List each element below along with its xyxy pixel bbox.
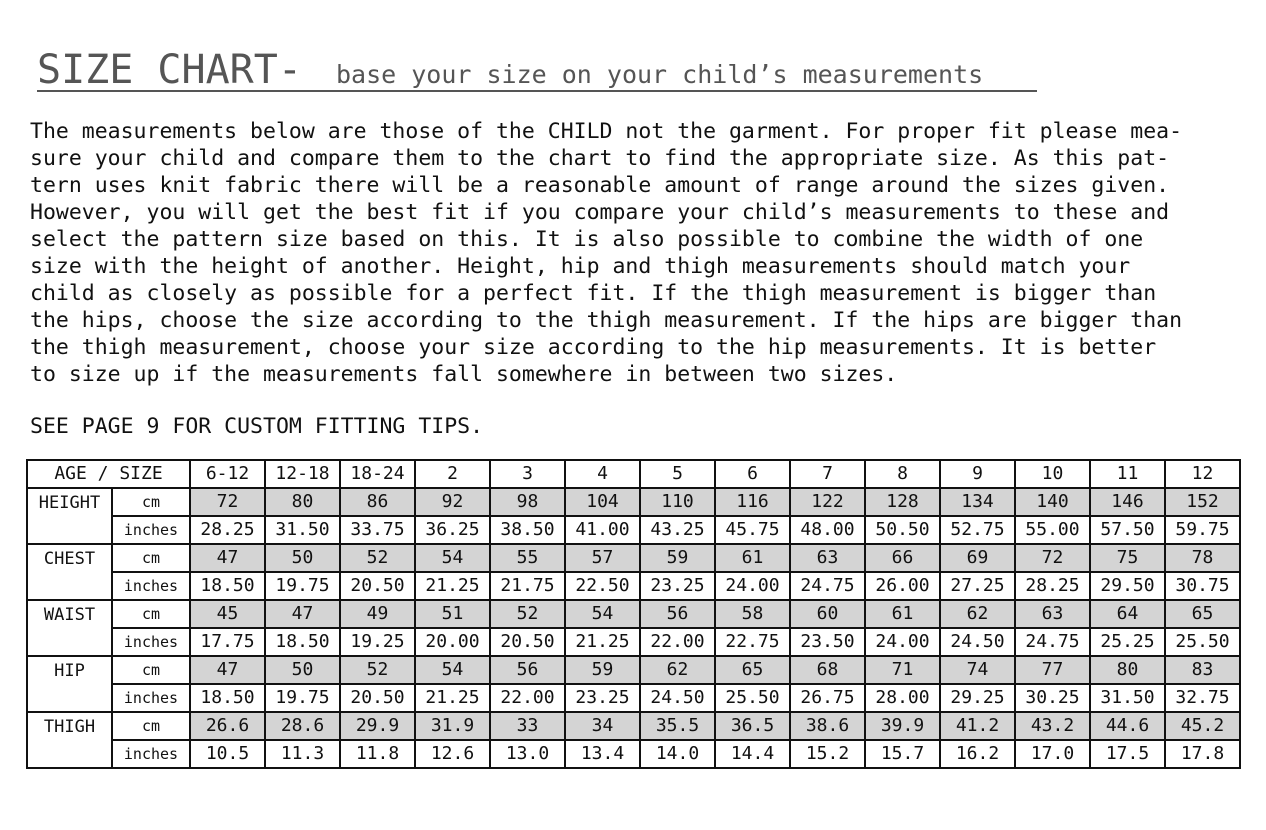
- measurement-value: 26.75: [790, 684, 865, 712]
- table-row: [27, 544, 1240, 572]
- measurement-value: 62: [640, 656, 715, 684]
- measurement-value: 122: [790, 488, 865, 516]
- measurement-value: 22.00: [640, 628, 715, 656]
- measurement-value: 29.9: [340, 712, 415, 740]
- measurement-value: 152: [1165, 488, 1240, 516]
- measurement-value: 21.75: [490, 572, 565, 600]
- measurement-value: 116: [715, 488, 790, 516]
- measurement-value: 61: [865, 600, 940, 628]
- measurement-value: 18.50: [265, 628, 340, 656]
- measurement-value: 86: [340, 488, 415, 516]
- unit-label: cm: [112, 544, 190, 572]
- measurement-value: 65: [715, 656, 790, 684]
- measurement-value: 66: [865, 544, 940, 572]
- measurement-value: 24.50: [640, 684, 715, 712]
- measurement-value: 49: [340, 600, 415, 628]
- table-header-row: [27, 460, 1240, 488]
- measurement-value: 23.50: [790, 628, 865, 656]
- measurement-value: 13.0: [490, 740, 565, 768]
- measurement-value: 51: [415, 600, 490, 628]
- size-header-cell: 4: [565, 460, 640, 488]
- unit-label: cm: [112, 712, 190, 740]
- measurement-value: 22.75: [715, 628, 790, 656]
- measurement-value: 57.50: [1090, 516, 1165, 544]
- measurement-value: 17.0: [1015, 740, 1090, 768]
- table-row: [27, 516, 1240, 544]
- title-subtitle: base your size on your child’s measurements: [335, 60, 984, 89]
- size-header-cell: 9: [940, 460, 1015, 488]
- measurement-value: 77: [1015, 656, 1090, 684]
- measurement-value: 43.2: [1015, 712, 1090, 740]
- size-header-cell: 7: [790, 460, 865, 488]
- measurement-value: 63: [1015, 600, 1090, 628]
- measurement-value: 45: [190, 600, 265, 628]
- intro-line: child as closely as possible for a perfect fit. If the thigh measurement is bigger than: [30, 281, 1157, 306]
- measurement-value: 59: [565, 656, 640, 684]
- measurement-value: 20.50: [340, 684, 415, 712]
- size-header-cell: 2: [415, 460, 490, 488]
- measurement-value: 57: [565, 544, 640, 572]
- measurement-value: 47: [190, 544, 265, 572]
- measurement-label: HEIGHT: [27, 488, 112, 544]
- measurement-value: 20.00: [415, 628, 490, 656]
- measurement-value: 65: [1165, 600, 1240, 628]
- measurement-value: 18.50: [190, 684, 265, 712]
- measurement-value: 62: [940, 600, 1015, 628]
- measurement-value: 15.2: [790, 740, 865, 768]
- measurement-value: 104: [565, 488, 640, 516]
- intro-line: tern uses knit fabric there will be a reasonable amount of range around the sizes given.: [30, 173, 1170, 198]
- table-row: [27, 684, 1240, 712]
- intro-line: to size up if the measurements fall somewhere in between two sizes.: [30, 362, 898, 387]
- measurement-value: 69: [940, 544, 1015, 572]
- measurement-value: 20.50: [340, 572, 415, 600]
- measurement-value: 55.00: [1015, 516, 1090, 544]
- measurement-value: 26.6: [190, 712, 265, 740]
- intro-line: the thigh measurement, choose your size according to the hip measurements. It is better: [30, 335, 1157, 360]
- measurement-value: 12.6: [415, 740, 490, 768]
- measurement-value: 13.4: [565, 740, 640, 768]
- table-body: [27, 460, 1240, 768]
- size-header-cell: 6: [715, 460, 790, 488]
- measurement-value: 26.00: [865, 572, 940, 600]
- measurement-value: 75: [1090, 544, 1165, 572]
- size-header-cell: 10: [1015, 460, 1090, 488]
- measurement-value: 56: [490, 656, 565, 684]
- measurement-value: 41.00: [565, 516, 640, 544]
- measurement-value: 11.3: [265, 740, 340, 768]
- intro-line: The measurements below are those of the CHILD not the garment. For proper fit please mea-: [30, 119, 1183, 144]
- measurement-value: 134: [940, 488, 1015, 516]
- measurement-value: 38.6: [790, 712, 865, 740]
- measurement-value: 38.50: [490, 516, 565, 544]
- measurement-value: 52: [490, 600, 565, 628]
- measurement-value: 14.4: [715, 740, 790, 768]
- intro-paragraph: [30, 118, 1240, 388]
- measurement-value: 54: [415, 656, 490, 684]
- measurement-value: 110: [640, 488, 715, 516]
- measurement-label: THIGH: [27, 712, 112, 768]
- measurement-value: 23.25: [565, 684, 640, 712]
- measurement-value: 28.25: [190, 516, 265, 544]
- measurement-value: 33.75: [340, 516, 415, 544]
- measurement-value: 23.25: [640, 572, 715, 600]
- measurement-value: 24.00: [865, 628, 940, 656]
- measurement-value: 15.7: [865, 740, 940, 768]
- measurement-value: 24.00: [715, 572, 790, 600]
- measurement-value: 80: [265, 488, 340, 516]
- size-header-cell: 12-18: [265, 460, 340, 488]
- table-row: [27, 488, 1240, 516]
- measurement-value: 34: [565, 712, 640, 740]
- measurement-value: 45.75: [715, 516, 790, 544]
- size-header-cell: 11: [1090, 460, 1165, 488]
- measurement-value: 25.50: [715, 684, 790, 712]
- intro-line: sure your child and compare them to the chart to find the appropriate size. As this pat-: [30, 146, 1170, 171]
- measurement-value: 17.75: [190, 628, 265, 656]
- measurement-value: 10.5: [190, 740, 265, 768]
- size-header-cell: 5: [640, 460, 715, 488]
- measurement-value: 31.9: [415, 712, 490, 740]
- unit-label: inches: [112, 628, 190, 656]
- measurement-value: 50.50: [865, 516, 940, 544]
- measurement-value: 56: [640, 600, 715, 628]
- measurement-value: 29.25: [940, 684, 1015, 712]
- measurement-value: 80: [1090, 656, 1165, 684]
- measurement-value: 47: [265, 600, 340, 628]
- size-header-cell: 12: [1165, 460, 1240, 488]
- table-row: [27, 712, 1240, 740]
- measurement-value: 21.25: [565, 628, 640, 656]
- measurement-value: 50: [265, 656, 340, 684]
- measurement-value: 64: [1090, 600, 1165, 628]
- measurement-value: 52: [340, 656, 415, 684]
- unit-label: inches: [112, 740, 190, 768]
- measurement-value: 146: [1090, 488, 1165, 516]
- measurement-value: 98: [490, 488, 565, 516]
- measurement-value: 55: [490, 544, 565, 572]
- measurement-value: 48.00: [790, 516, 865, 544]
- measurement-value: 140: [1015, 488, 1090, 516]
- measurement-value: 28.6: [265, 712, 340, 740]
- measurement-value: 39.9: [865, 712, 940, 740]
- unit-label: inches: [112, 572, 190, 600]
- measurement-value: 30.25: [1015, 684, 1090, 712]
- unit-label: cm: [112, 600, 190, 628]
- measurement-value: 59: [640, 544, 715, 572]
- unit-label: inches: [112, 684, 190, 712]
- measurement-value: 128: [865, 488, 940, 516]
- measurement-value: 41.2: [940, 712, 1015, 740]
- measurement-value: 31.50: [265, 516, 340, 544]
- title-main: SIZE CHART-: [37, 47, 326, 93]
- measurement-value: 31.50: [1090, 684, 1165, 712]
- measurement-value: 44.6: [1090, 712, 1165, 740]
- unit-label: inches: [112, 516, 190, 544]
- measurement-value: 54: [565, 600, 640, 628]
- measurement-value: 18.50: [190, 572, 265, 600]
- measurement-label: HIP: [27, 656, 112, 712]
- measurement-value: 24.75: [1015, 628, 1090, 656]
- measurement-value: 21.25: [415, 572, 490, 600]
- measurement-value: 21.25: [415, 684, 490, 712]
- measurement-value: 52.75: [940, 516, 1015, 544]
- measurement-value: 43.25: [640, 516, 715, 544]
- measurement-value: 11.8: [340, 740, 415, 768]
- measurement-value: 27.25: [940, 572, 1015, 600]
- measurement-value: 14.0: [640, 740, 715, 768]
- intro-line: However, you will get the best fit if you compare your child’s measurements to these and: [30, 200, 1170, 225]
- measurement-value: 63: [790, 544, 865, 572]
- measurement-value: 19.75: [265, 572, 340, 600]
- measurement-value: 30.75: [1165, 572, 1240, 600]
- table-row: [27, 628, 1240, 656]
- measurement-value: 28.25: [1015, 572, 1090, 600]
- measurement-value: 17.8: [1165, 740, 1240, 768]
- measurement-value: 59.75: [1165, 516, 1240, 544]
- measurement-value: 16.2: [940, 740, 1015, 768]
- measurement-value: 22.00: [490, 684, 565, 712]
- unit-label: cm: [112, 656, 190, 684]
- measurement-value: 25.50: [1165, 628, 1240, 656]
- measurement-value: 50: [265, 544, 340, 572]
- page-title: [37, 47, 1037, 93]
- intro-line: the hips, choose the size according to the thigh measurement. If the hips are bigger than: [30, 308, 1183, 333]
- unit-label: cm: [112, 488, 190, 516]
- measurement-value: 20.50: [490, 628, 565, 656]
- measurement-value: 83: [1165, 656, 1240, 684]
- measurement-value: 78: [1165, 544, 1240, 572]
- measurement-value: 47: [190, 656, 265, 684]
- measurement-value: 24.50: [940, 628, 1015, 656]
- table-row: [27, 656, 1240, 684]
- intro-line: size with the height of another. Height, hip and thigh measurements should match your: [30, 254, 1131, 279]
- measurement-label: WAIST: [27, 600, 112, 656]
- measurement-value: 54: [415, 544, 490, 572]
- intro-line: select the pattern size based on this. It is also possible to combine the width of one: [30, 227, 1144, 252]
- measurement-value: 24.75: [790, 572, 865, 600]
- measurement-value: 28.00: [865, 684, 940, 712]
- size-chart-table: [26, 459, 1241, 769]
- size-header-cell: 3: [490, 460, 565, 488]
- measurement-value: 74: [940, 656, 1015, 684]
- table-row: [27, 740, 1240, 768]
- measurement-value: 58: [715, 600, 790, 628]
- measurement-value: 45.2: [1165, 712, 1240, 740]
- measurement-value: 22.50: [565, 572, 640, 600]
- table-row: [27, 600, 1240, 628]
- measurement-value: 61: [715, 544, 790, 572]
- measurement-value: 68: [790, 656, 865, 684]
- fitting-tips-note: SEE PAGE 9 FOR CUSTOM FITTING TIPS.: [30, 414, 484, 439]
- measurement-value: 19.75: [265, 684, 340, 712]
- measurement-value: 52: [340, 544, 415, 572]
- measurement-value: 36.25: [415, 516, 490, 544]
- measurement-value: 25.25: [1090, 628, 1165, 656]
- measurement-value: 32.75: [1165, 684, 1240, 712]
- measurement-value: 92: [415, 488, 490, 516]
- size-header-cell: 6-12: [190, 460, 265, 488]
- measurement-value: 29.50: [1090, 572, 1165, 600]
- size-header-cell: 18-24: [340, 460, 415, 488]
- measurement-value: 72: [190, 488, 265, 516]
- measurement-value: 72: [1015, 544, 1090, 572]
- measurement-value: 60: [790, 600, 865, 628]
- measurement-value: 71: [865, 656, 940, 684]
- size-header-cell: 8: [865, 460, 940, 488]
- measurement-value: 33: [490, 712, 565, 740]
- measurement-label: CHEST: [27, 544, 112, 600]
- measurement-value: 36.5: [715, 712, 790, 740]
- measurement-value: 17.5: [1090, 740, 1165, 768]
- table-row: [27, 572, 1240, 600]
- measurement-value: 19.25: [340, 628, 415, 656]
- measurement-value: 35.5: [640, 712, 715, 740]
- age-size-header: AGE / SIZE: [27, 460, 190, 488]
